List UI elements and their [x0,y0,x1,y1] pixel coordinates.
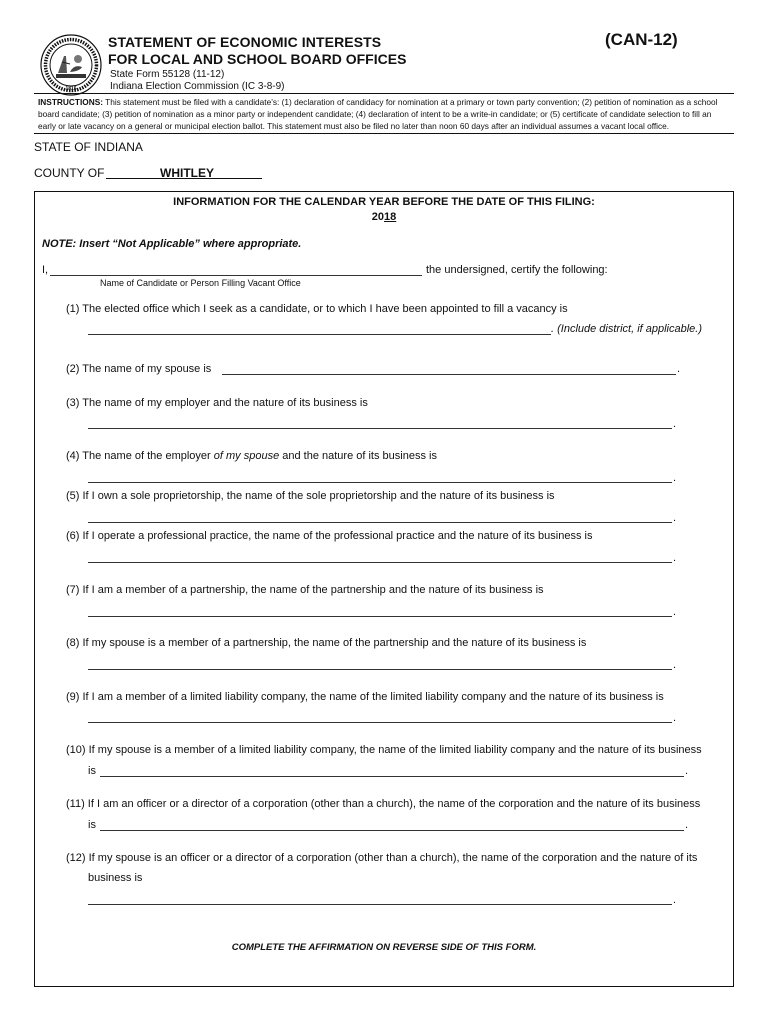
answer-10-line[interactable] [100,776,684,777]
box-title: INFORMATION FOR THE CALENDAR YEAR BEFORE THE DATE OF THIS FILING: [173,196,595,208]
question-4-part-a: (4) The name of the employer [66,450,214,462]
question-1: (1) The elected office which I seek as a candidate, or to which I have been appointed to fill a vacancy is [66,303,568,315]
answer-11-line[interactable] [100,830,684,831]
answer-3-line[interactable] [88,428,672,429]
question-12-continuation: business is [88,872,143,884]
answer-11-period: . [685,819,689,831]
question-9: (9) If I am a member of a limited liability company, the name of the limited liability company and the nature of its business is [66,691,664,703]
answer-9-line[interactable] [88,722,672,723]
question-12: (12) If my spouse is an officer or a director of a corporation (other than a church), the name of the corporation and the nature of its [66,852,698,864]
commission-citation: Indiana Election Commission (IC 3-8-9) [110,81,285,92]
county-field[interactable]: WHITLEY [160,166,214,180]
question-10: (10) If my spouse is a member of a limited liability company, the name of the limited liability company and the nature of its business [66,744,702,756]
answer-8-line[interactable] [88,669,672,670]
question-10-continuation: is [88,765,96,777]
question-5: (5) If I own a sole proprietorship, the name of the sole proprietorship and the nature of its business is [66,490,555,502]
form-code: (CAN-12) [605,30,678,49]
answer-5-line[interactable] [88,522,672,523]
note-text: NOTE: Insert “Not Applicable” where appropriate. [42,238,302,250]
reverse-side-notice: COMPLETE THE AFFIRMATION ON REVERSE SIDE OF THIS FORM. [231,942,537,953]
answer-2-period: . [677,363,681,375]
header-rule [34,93,734,94]
question-4 [66,450,437,462]
answer-9-period: . [673,712,677,724]
answer-7-period: . [673,606,677,618]
answer-6-line[interactable] [88,562,672,563]
county-label: COUNTY OF [34,166,105,180]
certify-prefix: I, [42,264,49,276]
instructions-label: INSTRUCTIONS: [38,97,103,107]
question-11-continuation: is [88,819,96,831]
answer-12-period: . [673,894,677,906]
answer-10-period: . [685,765,689,777]
question-4-part-c: and the nature of its business is [279,450,437,462]
seal-year: 1816 [65,86,77,92]
candidate-name-field[interactable] [50,275,422,276]
instructions-rule [34,133,734,134]
answer-12-line[interactable] [88,904,672,905]
form-title-line1: STATEMENT OF ECONOMIC INTERESTS [108,34,382,50]
instructions-text: This statement must be filed with a candidate’s: (1) declaration of candidacy for nomination at a primary or town party convention; (2) petition of nomination as a school board candidate; (3) petition of nomination as a minor party or independent candidate; (4) declaration of intent to be a write-in candidate; or (5) certificate of candidate selection to fill an early or late vacancy on a general or municipal election ballot. This statement must also be filed no later than noon 60 days after an individual assumes a vacant local office. [38,97,718,132]
form-title-line2: FOR LOCAL AND SCHOOL BOARD OFFICES [108,51,407,67]
certify-suffix: the undersigned, certify the following: [426,264,608,276]
candidate-name-caption: Name of Candidate or Person Filling Vacant Office [100,278,301,288]
answer-5-period: . [673,512,677,524]
answer-4-period: . [673,472,677,484]
answer-1-line[interactable] [88,334,551,335]
question-1-hint: . (Include district, if applicable.) [551,323,703,335]
question-7: (7) If I am a member of a partnership, the name of the partnership and the nature of its business is [66,584,544,596]
year-prefix: 20 [371,211,384,223]
answer-7-line[interactable] [88,616,672,617]
question-6: (6) If I operate a professional practice, the name of the professional practice and the nature of its business is [66,530,593,542]
answer-6-period: . [673,552,677,564]
question-3: (3) The name of my employer and the nature of its business is [66,397,368,409]
instructions-block [38,96,730,133]
question-4-emphasis: of my spouse [213,450,280,462]
question-2: (2) The name of my spouse is [66,363,212,375]
year-line [34,211,734,223]
year-field[interactable]: 18 [384,211,397,223]
answer-4-line[interactable] [88,482,672,483]
answer-8-period: . [673,659,677,671]
state-line: STATE OF INDIANA [34,140,143,154]
question-11: (11) If I am an officer or a director of a corporation (other than a church), the name of the corporation and the nature of its business [66,798,701,810]
answer-3-period: . [673,418,677,430]
answer-2-line[interactable] [222,374,676,375]
indiana-state-seal [40,34,102,96]
state-form-number: State Form 55128 (11-12) [110,69,225,80]
question-8: (8) If my spouse is a member of a partnership, the name of the partnership and the nature of its business is [66,637,587,649]
